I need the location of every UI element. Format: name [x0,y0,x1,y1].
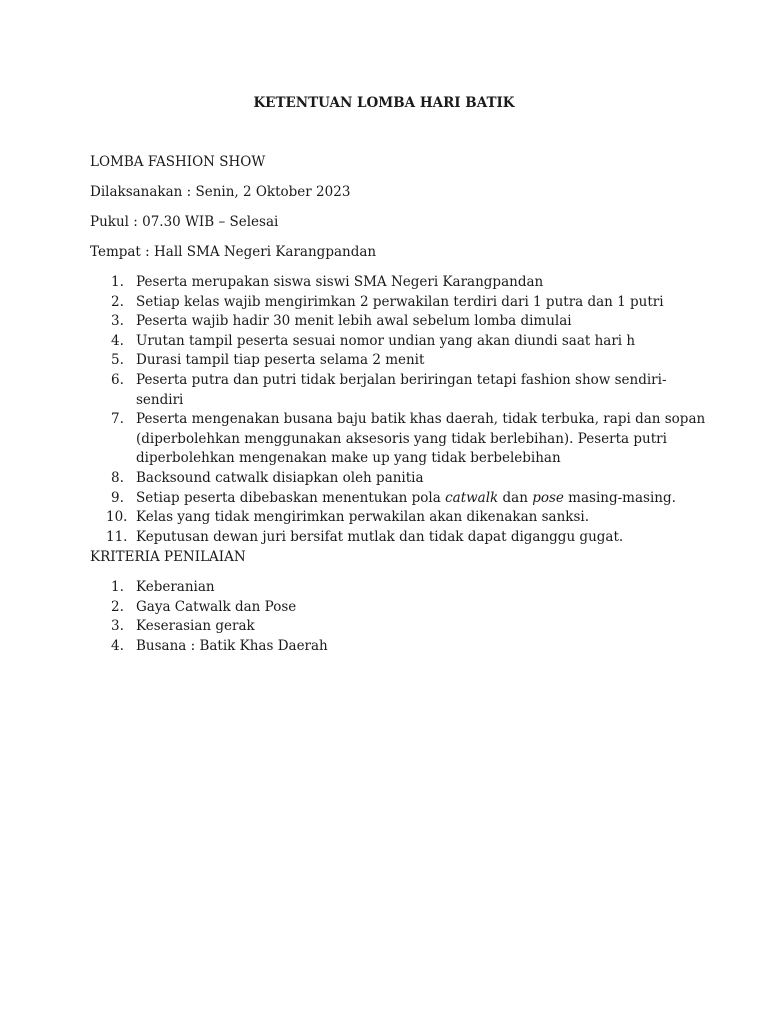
list-item [90,351,710,371]
document-title: KETENTUAN LOMBA HARI BATIK [253,95,515,111]
rules-list [90,273,710,547]
list-text: Keserasian gerak [136,618,255,635]
list-item [90,528,710,548]
list-text: Peserta putra dan putri tidak berjalan beriringan tetapi fashion show sendiri-sendiri [136,371,667,408]
list-item [90,617,710,637]
list-number: 7. [111,411,124,428]
section-heading-criteria: KRITERIA PENILAIAN [90,549,246,565]
list-number: 1. [111,274,124,290]
list-text [136,489,710,509]
criteria-list [90,578,710,656]
list-text: Gaya Catwalk dan Pose [136,598,297,615]
list-number: 3. [111,618,124,635]
list-text: Setiap kelas wajib mengirimkan 2 perwakilan terdiri dari 1 putra dan 1 putri [136,293,664,310]
list-number: 10. [106,509,128,526]
list-text: Keberanian [136,579,215,595]
list-text-part: masing-masing. [563,489,676,506]
section-heading-fashion-show: LOMBA FASHION SHOW [90,154,266,170]
list-item [90,598,710,618]
list-text: Keputusan dewan juri bersifat mutlak dan tidak dapat diganggu gugat. [136,528,624,545]
list-number: 1. [111,579,124,595]
list-text: Kelas yang tidak mengirimkan perwakilan akan dikenakan sanksi. [136,509,590,526]
list-item [90,637,710,657]
list-item [90,312,710,332]
list-text: Peserta mengenakan busana baju batik khas daerah, tidak terbuka, rapi dan sopan (diperbolehkan menggunakan aksesoris yang tidak berlebihan). Peserta putri diperbolehkan mengenakan make up yang tidak berbelebihan [136,411,706,467]
list-item [90,332,710,352]
event-date: Dilaksanakan : Senin, 2 Oktober 2023 [90,184,351,200]
list-number: 3. [111,313,124,330]
list-number: 11. [106,528,128,545]
list-number: 8. [111,469,124,486]
list-item [90,578,710,598]
list-item [90,489,710,509]
list-number: 9. [111,489,124,506]
list-text-emphasis: pose [532,489,564,506]
list-text-part: dan [498,489,533,506]
list-number: 6. [111,371,124,388]
list-number: 4. [111,637,124,654]
list-item [90,469,710,489]
event-time: Pukul : 07.30 WIB – Selesai [90,214,279,230]
list-text: Busana : Batik Khas Daerah [136,637,328,654]
list-item [90,371,710,410]
list-text: Peserta wajib hadir 30 menit lebih awal sebelum lomba dimulai [136,313,572,330]
list-number: 5. [111,352,124,369]
list-item [90,273,710,293]
list-text: Durasi tampil tiap peserta selama 2 menit [136,352,425,369]
list-text: Backsound catwalk disiapkan oleh panitia [136,469,424,486]
list-number: 2. [111,598,124,615]
list-item [90,508,710,528]
list-item [90,410,710,469]
event-place: Tempat : Hall SMA Negeri Karangpandan [90,244,377,260]
list-number: 4. [111,332,124,349]
list-text-emphasis: catwalk [445,489,499,506]
list-text: Peserta merupakan siswa siswi SMA Negeri Karangpandan [136,274,544,290]
list-number: 2. [111,293,124,310]
list-item [90,293,710,313]
list-text: Urutan tampil peserta sesuai nomor undian yang akan diundi saat hari h [136,332,636,349]
list-text-part: Setiap peserta dibebaskan menentukan pola [136,489,446,506]
